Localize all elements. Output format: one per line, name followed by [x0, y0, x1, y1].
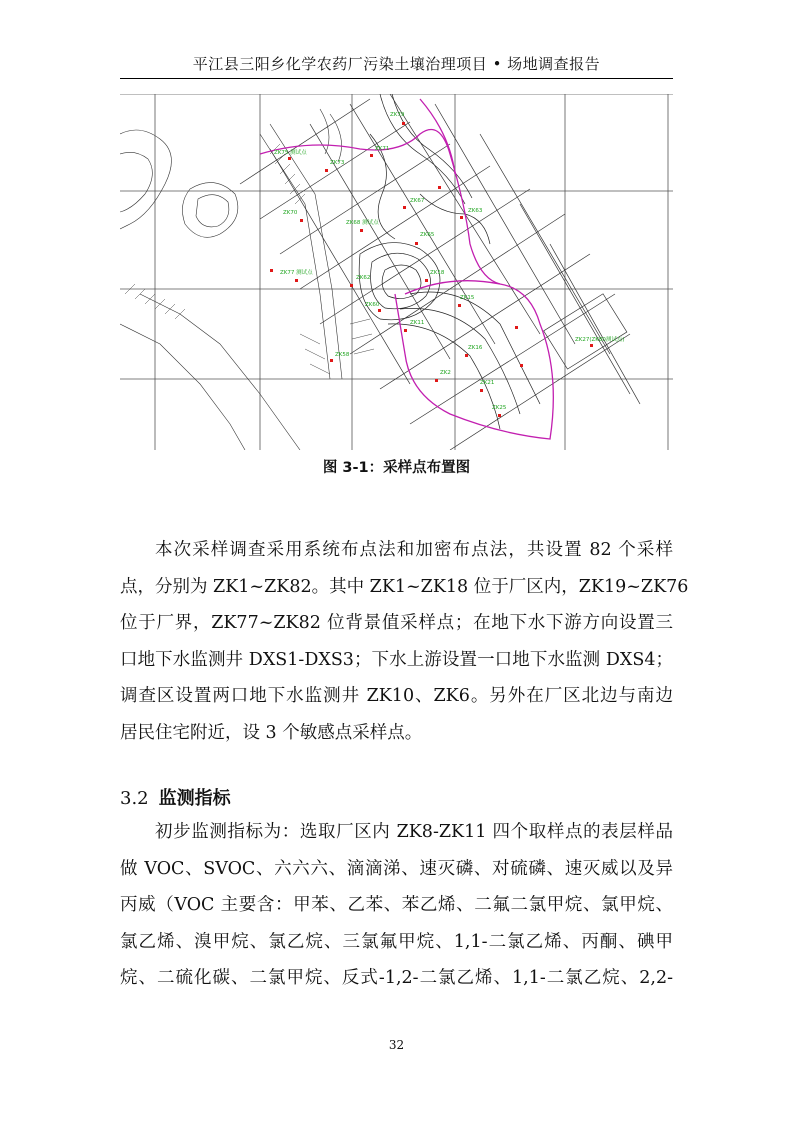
svg-text:ZK73: ZK73: [330, 160, 345, 166]
text-line: 丙威（VOC 主要含：甲苯、乙苯、苯乙烯、二氟二氯甲烷、氯甲烷、: [120, 895, 673, 915]
header-rule: [120, 78, 673, 79]
svg-text:ZK60: ZK60: [365, 302, 380, 308]
svg-text:ZK18: ZK18: [430, 270, 445, 276]
figure-caption: 图 3-1：采样点布置图: [322, 460, 471, 476]
text-line: 做 VOC、SVOC、六六六、滴滴涕、速灭磷、对硫磷、速灭威以及异: [120, 858, 673, 879]
section-number: 3.2: [120, 788, 149, 809]
svg-text:ZK77 测试点: ZK77 测试点: [280, 270, 313, 276]
site-map-drawing: [120, 94, 673, 450]
text-line: 烷、二硫化碳、二氯甲烷、反式-1,2-二氯乙烯、1,1-二氯乙烷、2,2-: [120, 968, 673, 988]
section-heading: [120, 784, 231, 810]
text-line: 位于厂界，ZK77~ZK82 位背景值采样点；在地下水下游方向设置三: [120, 613, 673, 633]
svg-text:ZK2: ZK2: [440, 370, 451, 376]
running-header: 平江县三阳乡化学农药厂污染土壤治理项目 • 场地调查报告: [192, 55, 601, 73]
svg-text:ZK62: ZK62: [356, 275, 371, 281]
text-line: 口地下水监测井 DXS1-DXS3；下水上游设置一口地下水监测 DXS4；: [120, 649, 673, 670]
svg-text:ZK68 测试点: ZK68 测试点: [346, 220, 379, 226]
page-number: 32: [388, 1038, 405, 1052]
text-line: 初步监测指标为：选取厂区内 ZK8-ZK11 四个取样点的表层样品: [155, 822, 673, 842]
svg-text:ZK25: ZK25: [492, 405, 507, 411]
paragraph-sampling-method: [120, 532, 689, 751]
svg-text:ZK71: ZK71: [375, 146, 390, 152]
section-title: 监测指标: [158, 788, 231, 809]
sampling-layout-map: [120, 94, 673, 450]
svg-text:ZK27(ZK80测试点): ZK27(ZK80测试点): [575, 337, 625, 343]
svg-text:ZK15: ZK15: [460, 295, 475, 301]
text-line: 氯乙烯、溴甲烷、氯乙烷、三氯氟甲烷、1,1-二氯乙烯、丙酮、碘甲: [120, 931, 673, 952]
text-line: 居民住宅附近，设 3 个敏感点采样点。: [120, 722, 423, 743]
svg-text:ZK63: ZK63: [468, 208, 483, 214]
svg-text:ZK67: ZK67: [410, 198, 425, 204]
text-line: 调查区设置两口地下水监测井 ZK10、ZK6。另外在厂区北边与南边: [120, 686, 673, 706]
paragraph-monitoring-indicators: [120, 814, 673, 997]
svg-text:ZK75 测试点: ZK75 测试点: [274, 150, 307, 156]
svg-text:ZK11: ZK11: [410, 320, 425, 326]
svg-text:ZK79: ZK79: [390, 112, 405, 118]
svg-text:ZK58: ZK58: [335, 352, 350, 358]
text-line: 本次采样调查采用系统布点法和加密布点法，共设置 82 个采样: [155, 540, 673, 560]
svg-text:ZK16: ZK16: [468, 345, 483, 351]
svg-text:ZK70: ZK70: [283, 210, 298, 216]
svg-text:ZK65: ZK65: [420, 232, 435, 238]
text-line: 点，分别为 ZK1~ZK82。其中 ZK1~ZK18 位于厂区内，ZK19~ZK76: [120, 576, 689, 597]
svg-text:ZK21: ZK21: [480, 380, 495, 386]
